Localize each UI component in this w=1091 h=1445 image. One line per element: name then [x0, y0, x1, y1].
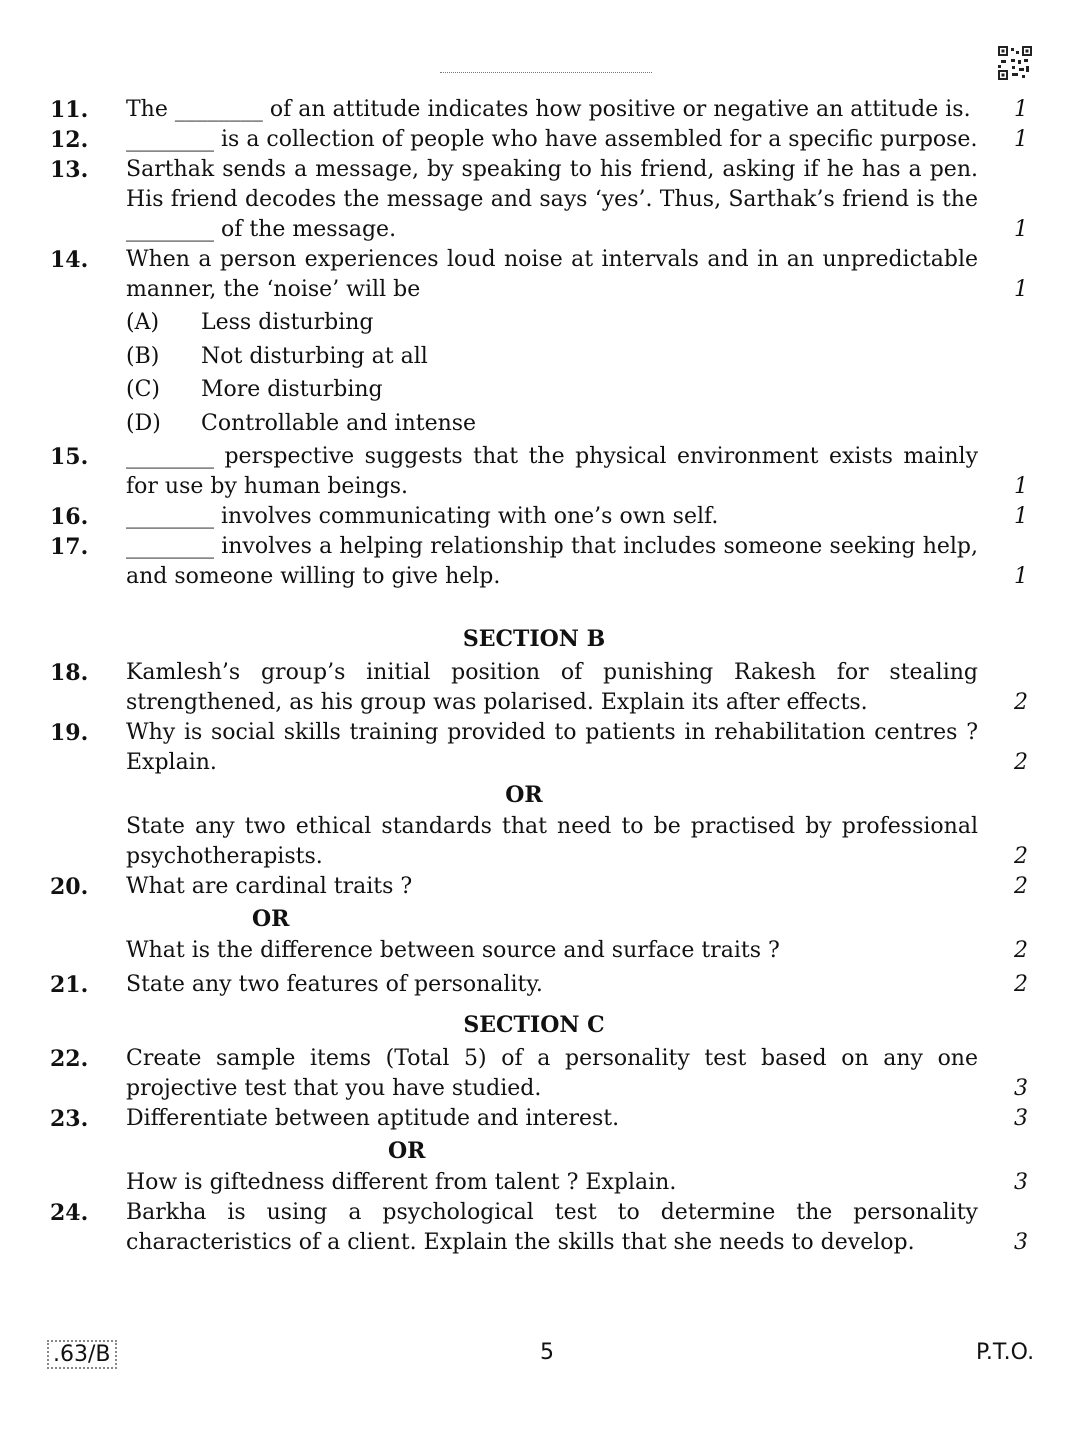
- question-text: ________ is a collection of people who have assembled for a specific purpose.: [126, 127, 978, 152]
- question-number: [50, 936, 126, 966]
- question-number: 21.: [50, 972, 89, 998]
- marks: 2: [1014, 874, 1028, 899]
- section-c-heading: SECTION C: [463, 1012, 605, 1038]
- question-number: 22.: [50, 1046, 89, 1072]
- question-number: 14.: [50, 247, 89, 273]
- question-20-alternative: [50, 936, 1040, 966]
- question-19: [50, 718, 1040, 778]
- paper-code: .63/B: [47, 1340, 117, 1369]
- question-12: [50, 125, 1040, 155]
- option-text: Controllable and intense: [201, 410, 477, 436]
- or-label: OR: [388, 1138, 426, 1164]
- question-number: 20.: [50, 874, 89, 900]
- or-label: OR: [252, 906, 290, 932]
- option-label: (B): [126, 343, 160, 369]
- question-19-alternative: [50, 812, 1040, 872]
- marks: 1: [1014, 97, 1028, 122]
- question-17: [50, 532, 1040, 592]
- question-text: ________ involves communicating with one’s own self.: [126, 504, 719, 529]
- please-turn-over: P.T.O.: [976, 1340, 1035, 1365]
- question-paper: [50, 95, 1040, 1258]
- question-number: 15.: [50, 444, 89, 470]
- question-24: [50, 1198, 1040, 1258]
- marks: 1: [1014, 504, 1028, 529]
- option-c: [126, 375, 978, 405]
- marks: 3: [1014, 1170, 1028, 1195]
- option-text: More disturbing: [201, 377, 383, 402]
- question-number: 19.: [50, 720, 89, 746]
- option-a: [126, 308, 978, 338]
- question-text: Differentiate between aptitude and interest.: [126, 1106, 620, 1131]
- question-23-alternative: [50, 1168, 1040, 1198]
- section-b-heading: SECTION B: [462, 626, 606, 652]
- question-number: 24.: [50, 1200, 89, 1226]
- question-text: State any two ethical standards that need to be practised by professional psychotherapists.: [126, 814, 978, 869]
- question-number: 12.: [50, 127, 89, 153]
- marks: 3: [1014, 1230, 1028, 1255]
- question-text: What is the difference between source and surface traits ?: [126, 938, 780, 963]
- question-14: [50, 245, 1040, 305]
- question-text: State any two features of personality.: [126, 972, 543, 997]
- option-d: [126, 409, 978, 439]
- page-footer: [0, 1340, 1091, 1380]
- option-text: Less disturbing: [201, 310, 374, 335]
- marks: 2: [1014, 938, 1028, 963]
- page-number: 5: [540, 1340, 554, 1365]
- qr-code-icon: [998, 46, 1032, 80]
- question-text: How is giftedness different from talent ? Explain.: [126, 1170, 677, 1195]
- question-text: ________ perspective suggests that the physical environment exists mainly for use by human beings.: [126, 444, 978, 499]
- question-text: Create sample items (Total 5) of a personality test based on any one projective test that you have studied.: [126, 1046, 978, 1101]
- option-label: (C): [126, 377, 160, 402]
- marks: 2: [1014, 972, 1028, 997]
- header-dotted-line: [440, 72, 652, 75]
- option-label: (D): [126, 410, 161, 436]
- question-number: 23.: [50, 1106, 89, 1132]
- question-text: The ________ of an attitude indicates how positive or negative an attitude is.: [126, 97, 971, 122]
- option-b: [126, 342, 978, 372]
- question-number: 17.: [50, 534, 89, 560]
- marks: 2: [1014, 844, 1028, 869]
- question-11: [50, 95, 1040, 125]
- question-20: [50, 872, 1040, 902]
- question-22: [50, 1044, 1040, 1104]
- marks: 1: [1014, 127, 1028, 152]
- marks: 1: [1014, 474, 1028, 499]
- question-number: [50, 812, 126, 872]
- question-number: 11.: [50, 97, 89, 123]
- question-18: [50, 658, 1040, 718]
- marks: 3: [1014, 1076, 1028, 1101]
- question-13: [50, 155, 1040, 245]
- question-text: Sarthak sends a message, by speaking to his friend, asking if he has a pen. His friend decodes the message and says ‘yes’. Thus, Sarthak’s friend is the ________ of the message.: [126, 157, 978, 242]
- question-15: [50, 442, 1040, 502]
- question-number: 13.: [50, 157, 89, 183]
- question-text: Barkha is using a psychological test to determine the personality characteristics of a client. Explain the skills that she needs to develop.: [126, 1200, 978, 1255]
- marks: 1: [1014, 277, 1028, 302]
- marks: 1: [1014, 217, 1028, 242]
- marks: 3: [1014, 1106, 1028, 1131]
- marks: 1: [1014, 564, 1028, 589]
- question-23: [50, 1104, 1040, 1134]
- question-text: ________ involves a helping relationship that includes someone seeking help, and someone willing to give help.: [126, 534, 978, 589]
- question-text: What are cardinal traits ?: [126, 874, 413, 899]
- option-text: Not disturbing at all: [201, 343, 428, 369]
- question-number: 16.: [50, 504, 89, 530]
- or-label: OR: [505, 782, 543, 808]
- marks: 2: [1014, 750, 1028, 775]
- question-number: 18.: [50, 660, 89, 686]
- question-21: [50, 970, 1040, 1000]
- marks: 2: [1014, 690, 1028, 715]
- question-16: [50, 502, 1040, 532]
- question-text: Kamlesh’s group’s initial position of punishing Rakesh for stealing strengthened, as his group was polarised. Explain its after effects.: [126, 660, 978, 715]
- question-text: Why is social skills training provided to patients in rehabilitation centres ? Explain.: [126, 720, 978, 775]
- question-number: [50, 1168, 126, 1198]
- question-14-options: [50, 305, 1040, 442]
- question-text: When a person experiences loud noise at intervals and in an unpredictable manner, the ‘noise’ will be: [126, 247, 978, 302]
- option-label: (A): [126, 310, 160, 335]
